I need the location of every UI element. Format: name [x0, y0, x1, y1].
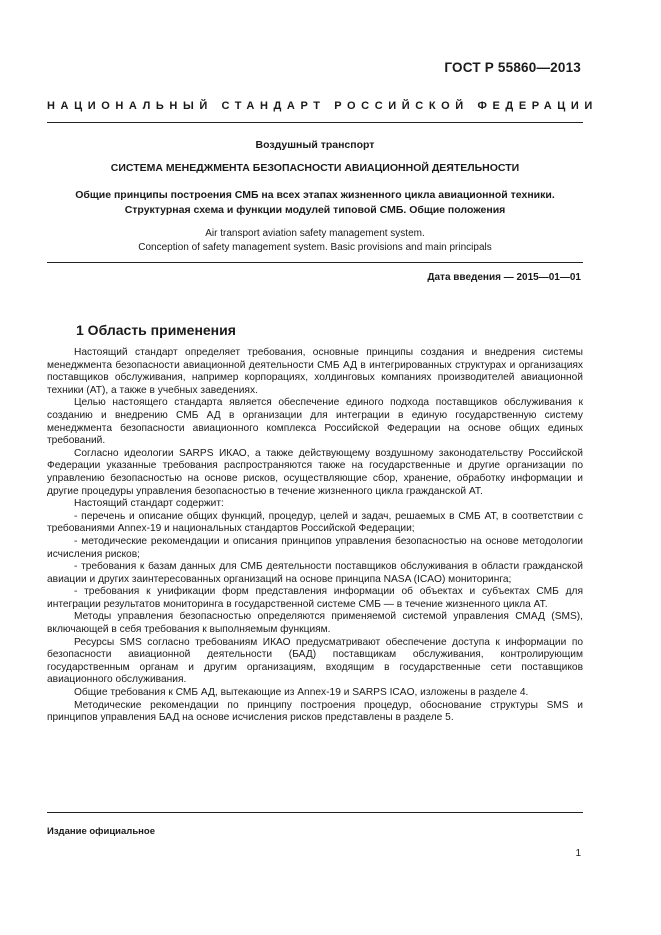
standard-number: ГОСТ Р 55860—2013 [444, 60, 581, 75]
national-standard-banner: НАЦИОНАЛЬНЫЙ СТАНДАРТ РОССИЙСКОЙ ФЕДЕРАЦИИ [47, 100, 598, 112]
list-item: - требования к унификации форм представления информации об объектах и субъектах СМБ для интеграции результатов мониторинга в государственной системе СМБ — в течение жизненного цикла АТ. [47, 586, 583, 610]
paragraph: Настоящий стандарт определяет требования, основные принципы создания и внедрения системы менеджмента безопасности авиационной деятельности СМБ АД в интегрированных структурах и организациях поставщиков обслуживания, например корпорациях, холдинговых компаниях производителей авиационной техники (АТ), а также в учебных заведениях. [47, 347, 583, 396]
list-item: - требования к базам данных для СМБ деятельности поставщиков обслуживания в области гражданской авиации и других заинтересованных организаций на основе принципа NASA (ICAO) мониторинга; [47, 561, 583, 585]
subtitle-line: Структурная схема и функции модулей типовой СМБ. Общие положения [124, 204, 506, 216]
english-title [47, 227, 583, 254]
paragraph: Методы управления безопасностью определяются применяемой системой управления СМАД (SMS), включающей в себя требования к выполняемым функциям. [47, 611, 583, 636]
divider-title [47, 262, 583, 263]
paragraph: Целью настоящего стандарта является обеспечение единого подхода поставщиков обслуживания к созданию и внедрению СМБ АД в организации для интеграции в единую государственную систему менеджмента безопасности авиационного комплекса Российской Федерации на основе общих единых требований. [47, 397, 583, 447]
section-body [47, 347, 583, 725]
divider-top [47, 122, 583, 123]
paragraph: Согласно идеологии SARPS ИКАО, а также действующему воздушному законодательству Российской Федерации указанные требования распространяются также на государственные и другие организации по управлению безопасностью на основе рисков, осуществляющие сбор, хранение, обработку информации и другие процедуры управления безопасностью в течение жизненного цикла гражданской АТ. [47, 447, 583, 497]
list-item: - методические рекомендации и описания принципов управления безопасностью на основе методологии исчисления рисков; [47, 535, 583, 560]
list-item: - перечень и описание общих функций, процедур, целей и задач, решаемых в СМБ АТ, в соответствии с требованиями Annex-19 и национальных стандартов Российской Федерации; [47, 510, 583, 535]
paragraph: Общие требования к СМБ АД, вытекающие из Annex-19 и SARPS ICAO, изложены в разделе 4. [74, 687, 529, 699]
divider-footer [47, 812, 583, 813]
paragraph: Настоящий стандарт содержит: [74, 498, 224, 510]
english-title-line: Conception of safety management system. Basic provisions and main principals [138, 241, 492, 253]
subtitle-line: Общие принципы построения СМБ на всех этапах жизненного цикла авиационной техники. [75, 189, 555, 201]
introduction-date: Дата введения — 2015—01—01 [427, 272, 581, 283]
section-heading: 1 Область применения [76, 322, 236, 338]
paragraph: Методические рекомендации по принципу построения процедур, обоснование структуры SMS и принципов управления БАД на основе исчисления рисков представлены в разделе 5. [47, 699, 583, 724]
official-edition-label: Издание официальное [47, 826, 155, 837]
document-title: СИСТЕМА МЕНЕДЖМЕНТА БЕЗОПАСНОСТИ АВИАЦИОННОЙ ДЕЯТЕЛЬНОСТИ [110, 162, 520, 174]
document-topic: Воздушный транспорт [255, 139, 375, 151]
english-title-line: Air transport aviation safety management system. [205, 228, 425, 239]
document-subtitle [47, 188, 583, 218]
page-number: 1 [575, 848, 581, 859]
paragraph: Ресурсы SMS согласно требованиям ИКАО предусматривают обеспечение доступа к информации по безопасности авиационной деятельности (БАД) поставщикам обслуживания, контролирующим государственным органам и другим организациям, входящим в государственные сети поставщиков авиационного обслуживания. [47, 636, 583, 686]
